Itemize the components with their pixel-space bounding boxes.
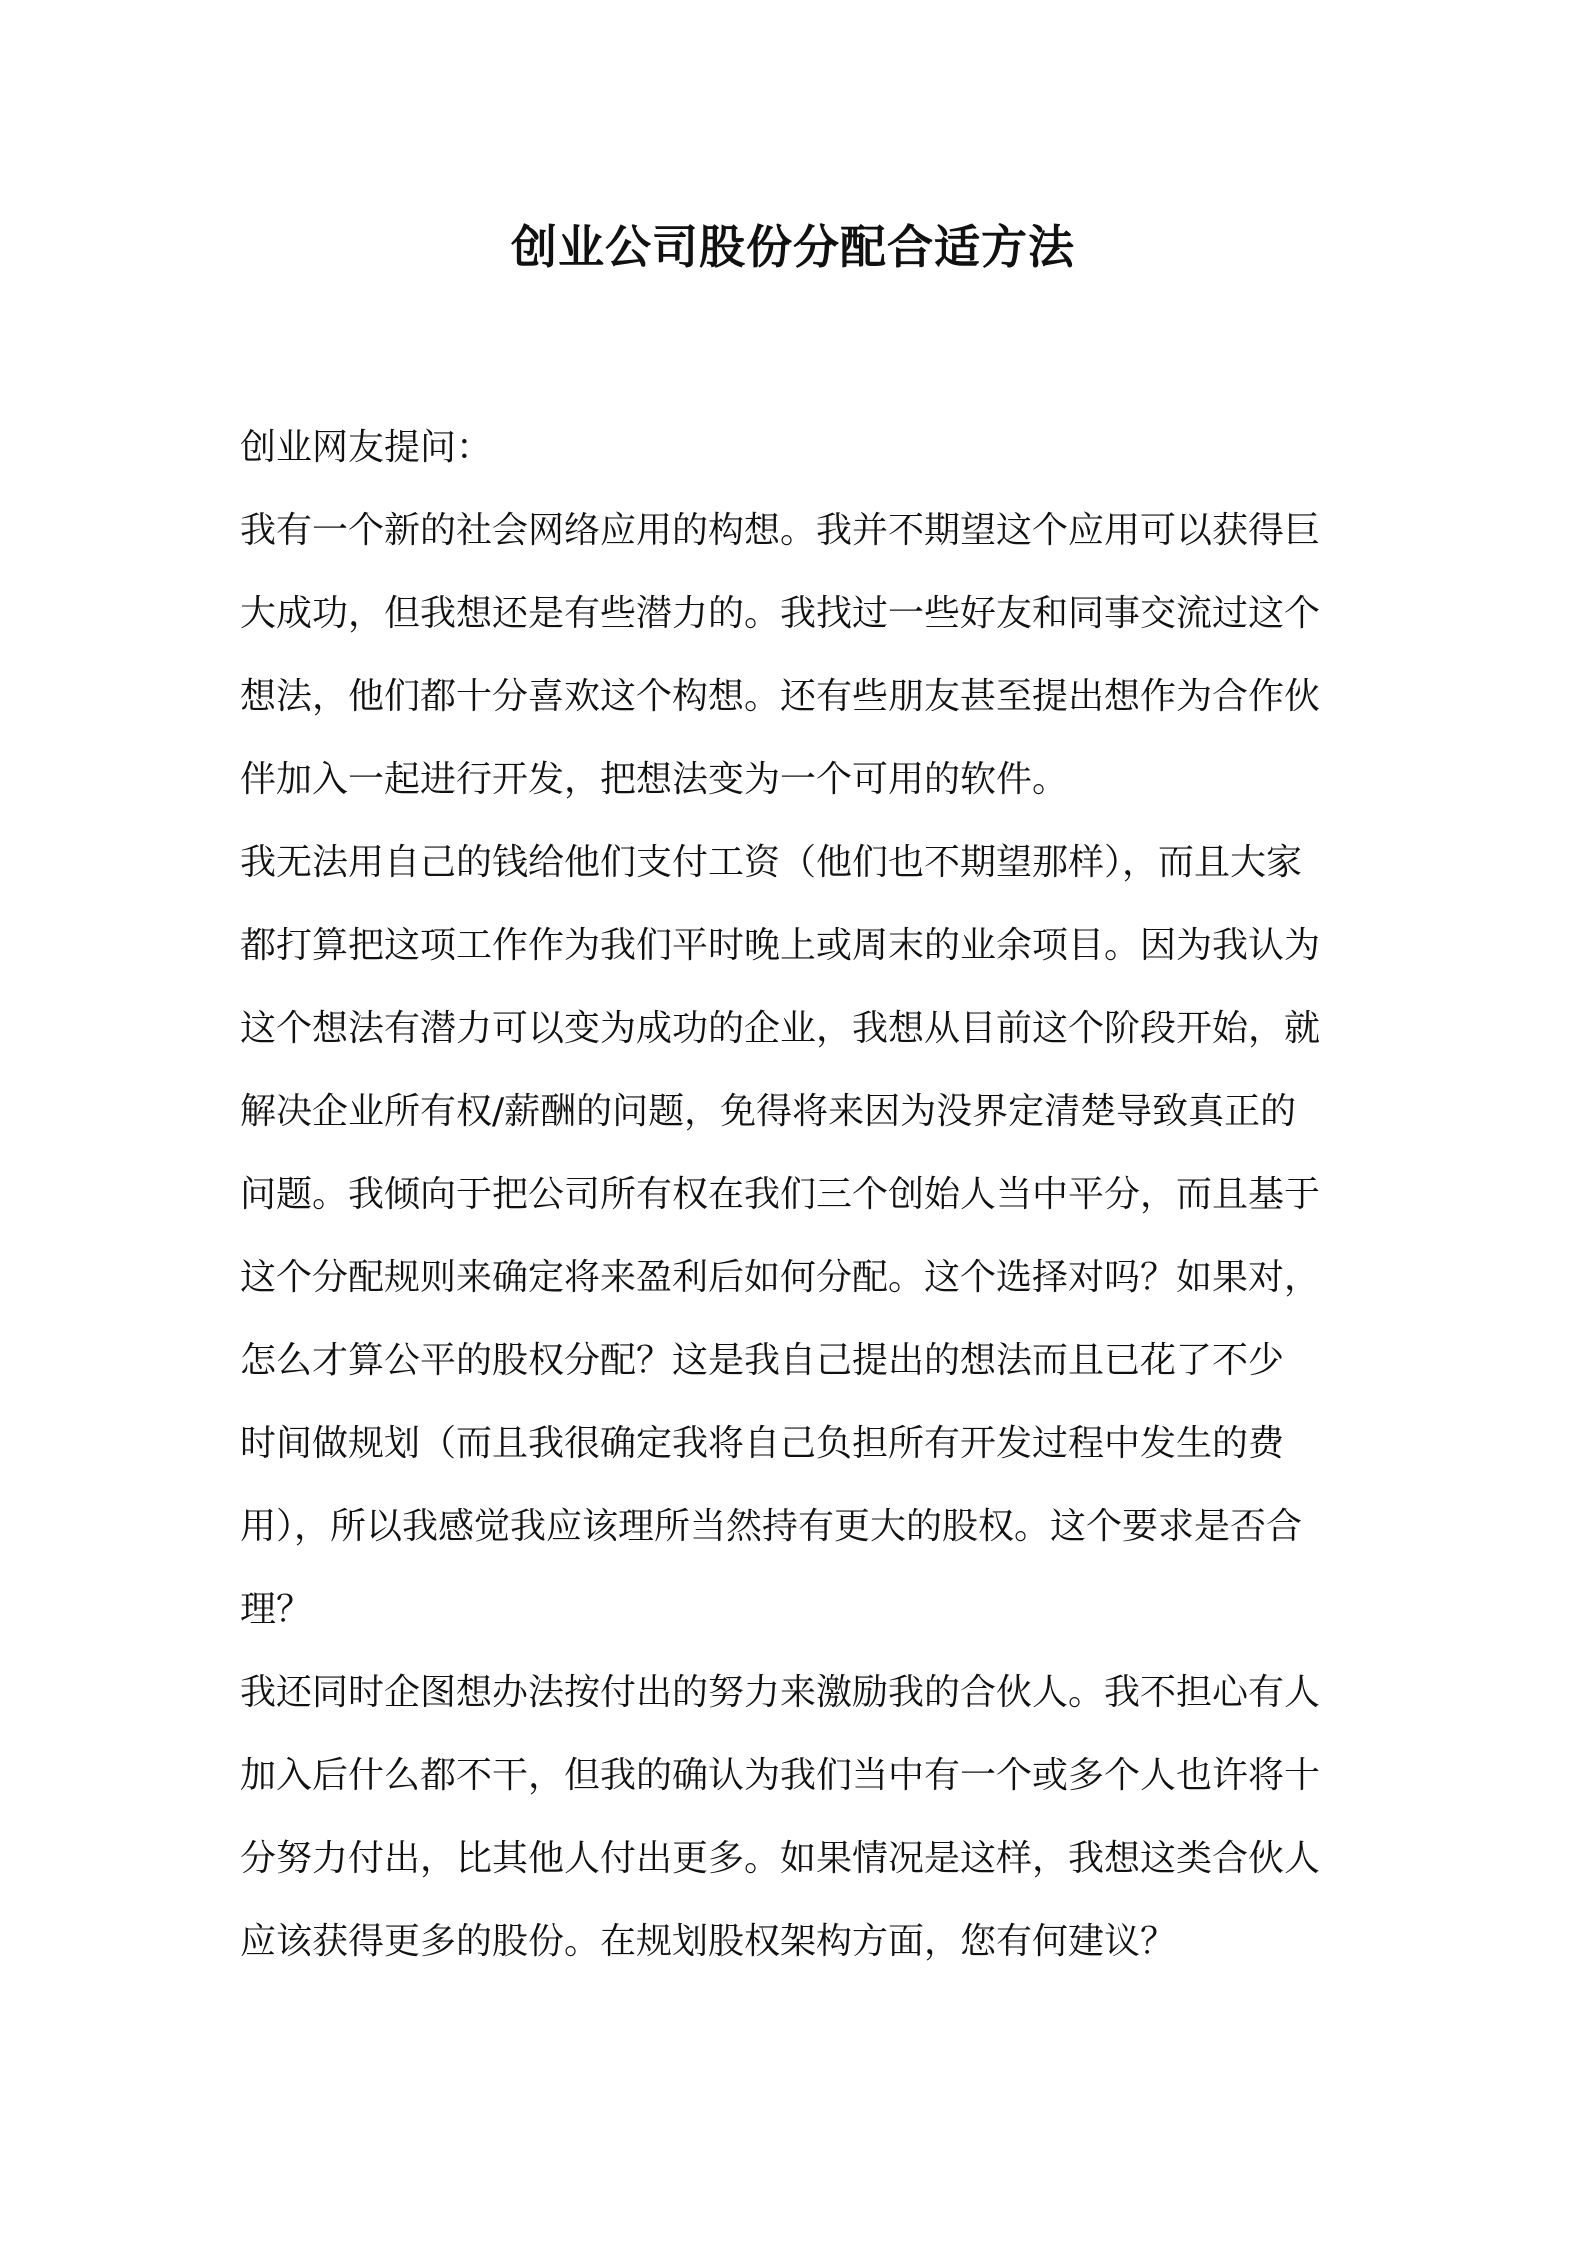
- body-line: 大成功，但我想还是有些潜力的。我找过一些好友和同事交流过这个: [240, 593, 1321, 634]
- body-line: 这个分配规则来确定将来盈利后如何分配。这个选择对吗？如果对，: [240, 1257, 1321, 1298]
- body-line: 理？: [240, 1589, 313, 1630]
- body-line: 都打算把这项工作作为我们平时晚上或周末的业余项目。因为我认为: [240, 925, 1321, 966]
- body-line: 时间做规划（而且我很确定我将自己负担所有开发过程中发生的费: [240, 1423, 1285, 1464]
- body-line: 我无法用自己的钱给他们支付工资（他们也不期望那样），而且大家: [240, 842, 1303, 883]
- body-line: 用），所以我感觉我应该理所当然持有更大的股权。这个要求是否合: [240, 1506, 1303, 1547]
- body-line: 怎么才算公平的股权分配？这是我自己提出的想法而且已花了不少: [240, 1340, 1285, 1381]
- body-line: 我有一个新的社会网络应用的构想。我并不期望这个应用可以获得巨: [240, 510, 1321, 551]
- document-title: 创业公司股份分配合适方法: [511, 220, 1075, 274]
- body-line: 分努力付出，比其他人付出更多。如果情况是这样，我想这类合伙人: [240, 1838, 1321, 1879]
- body-line: 这个想法有潜力可以变为成功的企业，我想从目前这个阶段开始，就: [240, 1008, 1321, 1049]
- body-line: 我还同时企图想办法按付出的努力来激励我的合伙人。我不担心有人: [240, 1672, 1321, 1713]
- body-line: 想法，他们都十分喜欢这个构想。还有些朋友甚至提出想作为合作伙: [240, 676, 1321, 717]
- body-line: 应该获得更多的股份。在规划股权架构方面，您有何建议？: [240, 1921, 1177, 1962]
- body-line: 解决企业所有权/薪酬的问题，免得将来因为没界定清楚导致真正的: [240, 1091, 1297, 1132]
- question-label: 创业网友提问：: [240, 427, 493, 468]
- body-line: 加入后什么都不干，但我的确认为我们当中有一个或多个人也许将十: [240, 1755, 1321, 1796]
- body-line: 问题。我倾向于把公司所有权在我们三个创始人当中平分，而且基于: [240, 1174, 1321, 1215]
- document-body: [240, 406, 1360, 1983]
- body-line: 伴加入一起进行开发，把想法变为一个可用的软件。: [240, 759, 1069, 800]
